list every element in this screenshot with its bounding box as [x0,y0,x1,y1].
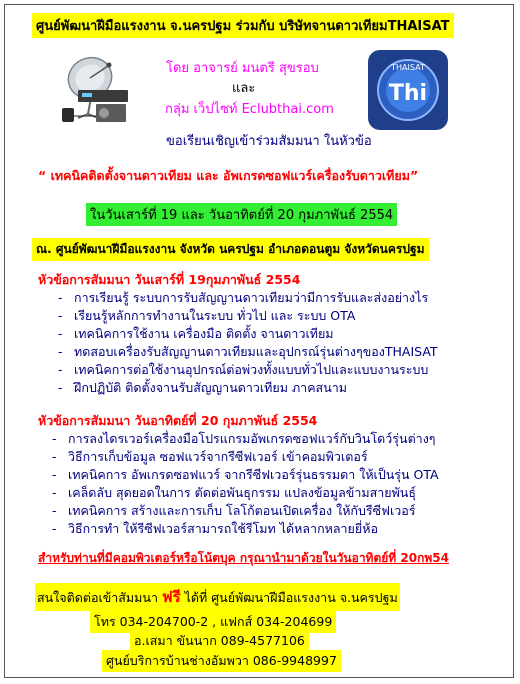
free-badge: ฟรี [161,588,181,606]
list-item: - เรียนรู้หลักการทำงานในระบบ ทั่วไป และ ระบบ OTA [58,308,356,323]
thaisat-logo [368,50,448,130]
logo-letters: Thi [388,81,428,106]
and-line: และ [232,81,256,96]
list-item: - ฝึกปฏิบัติ ติดตั้งจานรับสัญญานดาวเทียม ภาคสนาม [58,380,347,395]
phone-contact-2: อ.เสมา ขันนาก 089-4577106 [130,630,309,652]
contact-suffix: ได้ที่ ศูนย์พัฒนาฝีมือแรงงาน จ.นครปฐม [180,590,398,605]
contact-line [35,583,400,611]
seminar-date: ในวันเสาร์ที่ 19 และ วันอาทิตย์ที่ 20 กุมภาพันธ์ 2554 [86,203,397,226]
invitation-line: ขอเรียนเชิญเข้าร่วมสัมมนา ในหัวข้อ [166,134,372,149]
list-item: - เทคนิคการใช้งาน เครื่องมือ ติดตั้ง จานดาวเทียม [58,326,334,341]
list-item: - เทคนิคการต่อใช้งานอุปกรณ์ต่อพ่วงทั้งแบบทั่วไปและแบบงานระบบ [58,362,429,377]
saturday-topics-list [58,289,438,397]
list-item: - ทดสอบเครื่องรับสัญญานดาวเทียมและอุปกรณ์รุ่นต่างๆของTHAISAT [58,344,438,359]
list-item: - วิธีการเก็บข้อมูล ซอฟแวร์จากรีซีฟเวอร์ เข้าคอมพิวเตอร์ [52,449,368,464]
website-group-line: กลุ่ม เว็ปไซท์ Eclubthai.com [165,102,334,117]
laptop-note: สำหรับท่านที่มีคอมพิวเตอร์หรือโน้ตบุค กรุณานำมาด้วยในวันอาทิตย์ที่ 20กพ54 [38,551,449,565]
seminar-venue: ณ. ศูนย์พัฒนาฝีมือแรงงาน จังหวัด นครปฐม อำเภอดอนตูม จังหวัดนครปฐม [32,238,429,261]
page-title: ศูนย์พัฒนาฝีมือแรงงาน จ.นครปฐม ร่วมกับ บริษัทจานดาวเทียมTHAISAT [32,13,454,38]
list-item: - เทคนิคการ อัพเกรดซอฟแวร์ จากรีซีฟเวอร์รุ่นธรรมดา ให้เป็นรุ่น OTA [52,467,439,482]
list-item: - เทคนิคการ สร้างและการเก็บ โลโก้ตอนเปิดเครื่อง ให้กับรีซีฟเวอร์ [52,503,416,518]
contact-prefix: สนใจติดต่อเข้าสัมมนา [37,590,162,605]
presenter-line: โดย อาจารย์ มนตรี สุขรอบ [166,61,319,76]
receiver-equipment-icon [60,86,130,126]
seminar-topic: “ เทคนิคติดตั้งจานดาวเทียม และ อัพเกรดซอฟแวร์เครื่องรับดาวเทียม” [38,168,419,183]
phone-contact-3: ศูนย์บริการบ้านช่างอัมพวา 086-9948997 [102,650,341,672]
list-item: - วิธีการทำ ให้รีซีฟเวอร์สามารถใช้รีโมท ได้หลากหลายยี่ห้อ [52,521,378,536]
phone-fax-line: โทร 034-204700-2 , แฟกส์ 034-204699 [90,611,336,633]
list-item: - เคล็ดลับ สุดยอดในการ ตัดต่อพันธุกรรม แปลงข้อมูลข้ามสายพันธุ์ [52,485,416,500]
saturday-heading: หัวข้อการสัมมนา วันเสาร์ที่ 19กุมภาพันธ์ 2554 [38,272,301,287]
sunday-topics-list [52,430,439,538]
logo-brand-text: THAISAT [391,63,425,72]
list-item: - การลงไดรเวอร์เครื่องมือโปรแกรมอัพเกรดซอฟแวร์กับวินโดว์รุ่นต่างๆ [52,431,436,446]
sunday-heading: หัวข้อการสัมมนา วันอาทิตย์ที่ 20 กุมภาพันธ์ 2554 [38,413,318,428]
list-item: - การเรียนรู้ ระบบการรับสัญญานดาวเทียมว่ามีการรับและส่งอย่างไร [58,290,429,305]
